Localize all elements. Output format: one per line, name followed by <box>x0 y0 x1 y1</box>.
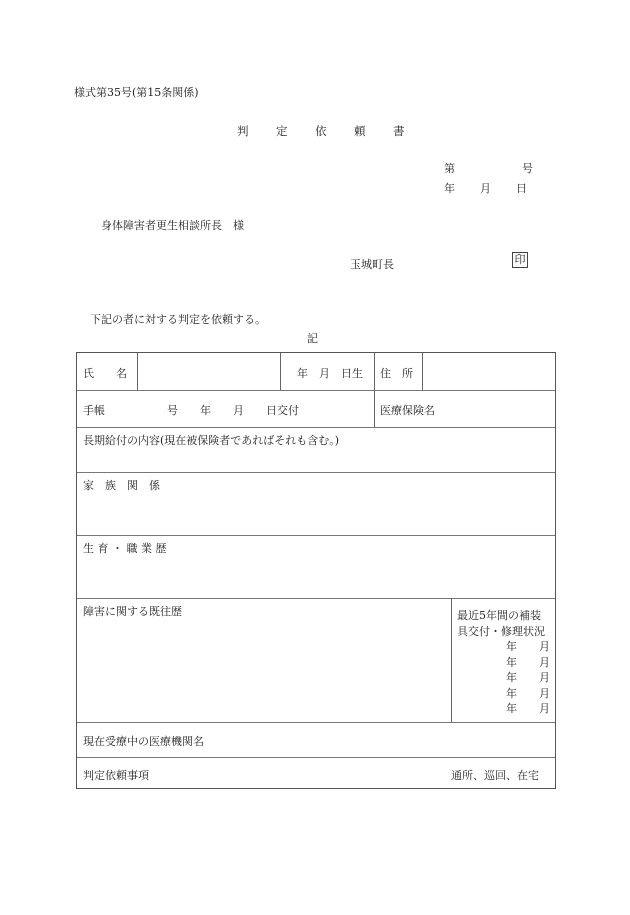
col-divider <box>374 353 375 427</box>
year-month-entry: 年 月 <box>506 702 550 715</box>
year-month-entry: 年 月 <box>506 687 550 700</box>
title-char: 定 <box>276 124 288 138</box>
intro-text: 下記の者に対する判定を依頼する。 <box>90 313 266 326</box>
document-number-line <box>444 160 533 176</box>
row-divider <box>77 472 555 473</box>
birthdate-label: 年 月 日生 <box>297 367 363 380</box>
sender: 玉城町長 <box>350 258 394 271</box>
row-divider <box>77 598 555 599</box>
year-month-entry: 年 月 <box>506 656 550 669</box>
title-char: 頼 <box>354 124 366 138</box>
month-label: 月 <box>480 182 491 195</box>
request-form-table <box>76 352 556 789</box>
disability-history-label: 障害に関する既往歴 <box>83 605 182 618</box>
year-month-entry: 年 月 <box>506 671 550 684</box>
long-term-benefit-label: 長期給付の内容(現在被保険者であればそれも含む。) <box>83 434 340 447</box>
upbringing-career-label: 生 育 ・ 職 業 歴 <box>83 542 167 555</box>
year-month-entry: 年 月 <box>506 640 550 653</box>
current-medical-institution-label: 現在受療中の医療機関名 <box>83 735 204 748</box>
name-label: 氏 名 <box>83 367 127 380</box>
document-title <box>237 123 432 139</box>
number-suffix: 号 <box>522 162 533 175</box>
insurance-label: 医療保険名 <box>380 404 435 417</box>
family-relation-label: 家 族 関 係 <box>83 479 160 492</box>
col-divider <box>422 353 423 390</box>
row-divider <box>77 535 555 536</box>
day-label: 日 <box>516 182 527 195</box>
year-label: 年 <box>444 182 455 195</box>
handbook-label: 手帳 <box>83 404 105 417</box>
request-options: 通所、巡回、在宅 <box>451 769 539 782</box>
number-prefix: 第 <box>444 162 455 175</box>
address-label: 住 所 <box>380 367 413 380</box>
col-divider <box>137 353 138 390</box>
row-divider <box>77 757 555 758</box>
prosthetic-history-label-1: 最近5年間の補装 <box>457 609 541 622</box>
title-char: 依 <box>315 124 327 138</box>
prosthetic-history-label-2: 具交付・修理状況 <box>457 625 545 638</box>
title-char: 判 <box>237 124 249 138</box>
row-divider <box>77 390 555 391</box>
handbook-issue-date: 号 年 月 日交付 <box>167 404 299 417</box>
name-field[interactable] <box>139 355 278 388</box>
request-items-label: 判定依頼事項 <box>83 769 149 782</box>
title-char: 書 <box>393 124 405 138</box>
row-divider <box>77 722 555 723</box>
ki-heading: 記 <box>307 332 318 345</box>
row-divider <box>77 427 555 428</box>
col-divider <box>451 598 452 722</box>
address-field[interactable] <box>424 355 552 388</box>
addressee: 身体障害者更生相談所長 様 <box>101 219 244 232</box>
form-number: 様式第35号(第15条関係) <box>74 86 199 99</box>
document-date-line <box>444 180 527 196</box>
seal-stamp: 印 <box>512 252 528 268</box>
col-divider <box>280 353 281 390</box>
